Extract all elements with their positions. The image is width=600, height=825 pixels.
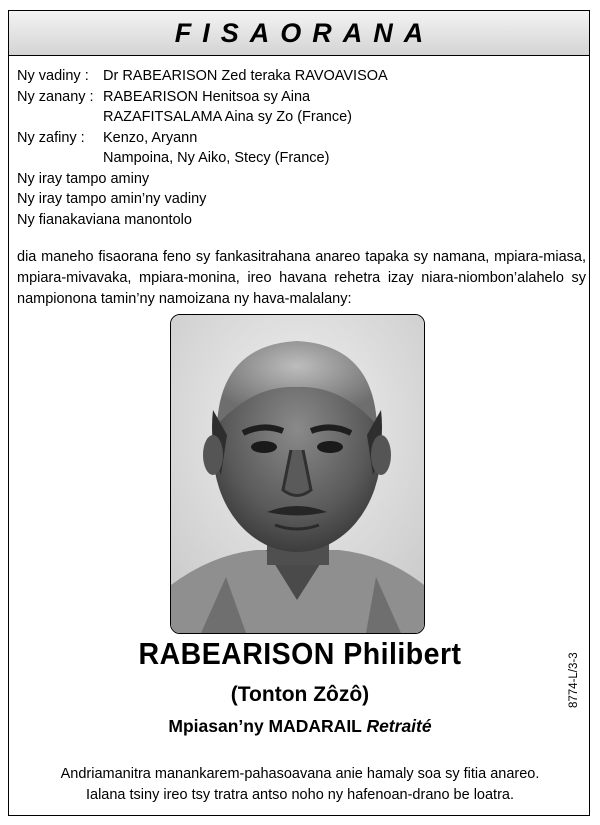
relative-line: RABEARISON Henitsoa sy Aina xyxy=(103,88,311,105)
page-title: FISAORANA xyxy=(174,17,435,48)
relative-row-children xyxy=(17,87,587,128)
occupation-text: Mpiasan’ny MADARAIL xyxy=(168,716,362,736)
relative-value xyxy=(103,66,587,87)
relative-label: Ny zafiny : xyxy=(17,129,85,146)
relative-line: RAZAFITSALAMA Aina sy Zo (France) xyxy=(103,109,352,125)
thanks-paragraph: dia maneho fisaorana feno sy fankasitrahana anareo tapaka sy namana, mpiara-miasa, mpiara-mivavaka, mpiara-monina, ireo havana rehetra izay niara-niombon’alahelo sy nampionona tamin’ny namoizana ny hava-malalany: xyxy=(17,249,586,307)
relative-label: Ny vadiny : xyxy=(17,68,89,84)
deceased-nickname: (Tonton Zôzô) xyxy=(230,683,370,706)
deceased-occupation xyxy=(0,716,600,737)
relative-line: Kenzo, Aryann xyxy=(103,129,198,146)
other-relative-line: Ny fianakaviana manontolo xyxy=(17,211,192,228)
relative-value xyxy=(103,128,587,169)
other-relative-line: Ny iray tampo amin’ny vadiny xyxy=(17,191,207,207)
closing-line: Ialana tsiny ireo tsy tratra antso noho ny hafenoan-drano be loatra. xyxy=(85,787,515,803)
relative-value xyxy=(103,87,587,128)
relative-line: Nampoina, Ny Aiko, Stecy (France) xyxy=(103,150,330,166)
portrait-image xyxy=(171,315,424,633)
deceased-name: RABEARISON Philibert xyxy=(138,636,462,671)
header-banner xyxy=(8,10,590,56)
relative-row-spouse xyxy=(17,66,587,87)
other-relative-line: Ny iray tampo aminy xyxy=(17,170,150,187)
closing-line: Andriamanitra manankarem-pahasoavana anie hamaly soa sy fitia anareo. xyxy=(60,766,540,782)
relative-line: Dr RABEARISON Zed teraka RAVOAVISOA xyxy=(103,68,388,84)
relatives-list xyxy=(17,66,587,230)
retired-status: Retraité xyxy=(366,716,432,736)
relative-label: Ny zanany : xyxy=(17,88,94,105)
reference-code: 8774-L/3-3 xyxy=(568,652,580,708)
closing-text xyxy=(0,764,600,806)
relative-row-grandchildren xyxy=(17,128,587,169)
portrait-photo xyxy=(170,314,425,634)
